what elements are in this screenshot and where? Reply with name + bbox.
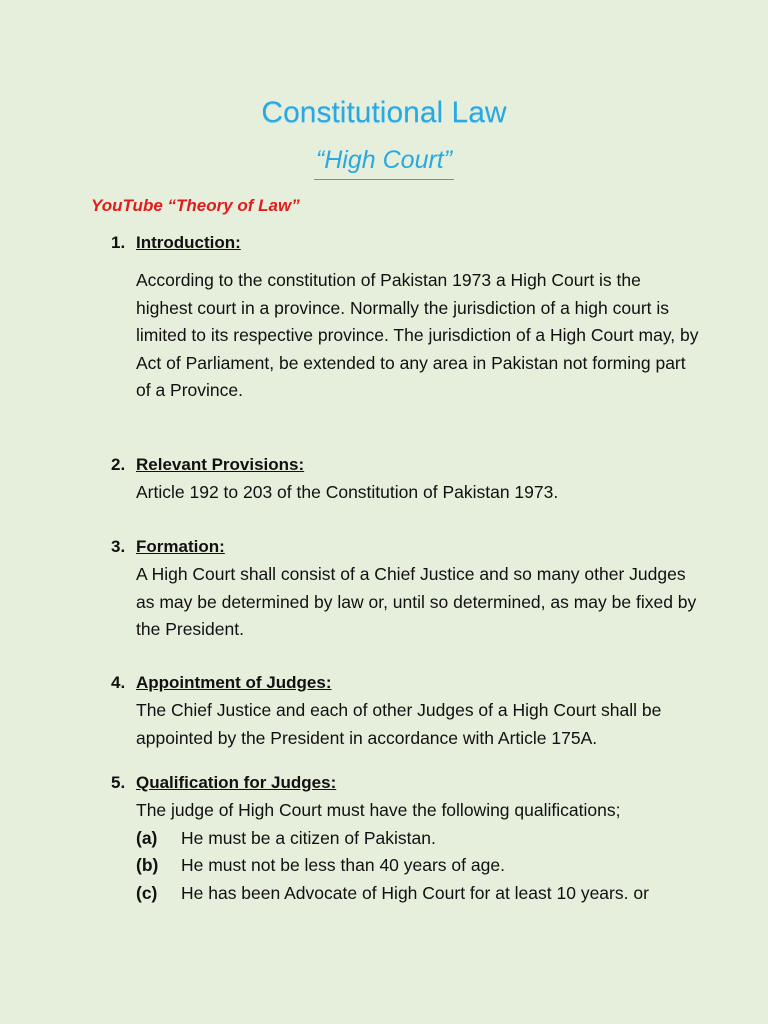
qualification-label: (a)	[136, 828, 158, 848]
subtitle-text: “High Court”	[314, 147, 454, 180]
section-paragraph: According to the constitution of Pakistan 1973 a High Court is the highest court in a province. Normally the jurisdiction of a high court is limited to its respective province. The jurisdiction of a High Court may, by Act of Parliament, be extended to any area in Pakistan not forming part of a Province.	[136, 270, 699, 400]
section-number: 2.	[111, 455, 126, 474]
document-title: Constitutional Law	[261, 96, 507, 129]
youtube-channel-label: YouTube “Theory of Law”	[91, 196, 300, 215]
section-number: 1.	[111, 233, 126, 252]
qualification-item-b	[136, 855, 505, 876]
section-heading: Introduction:	[136, 233, 241, 252]
qualification-item-c	[136, 883, 649, 904]
qualification-text: He has been Advocate of High Court for at least 10 years. or	[181, 883, 649, 903]
qualification-label: (b)	[136, 855, 159, 875]
section-heading: Qualification for Judges:	[136, 773, 337, 792]
section-paragraph: The Chief Justice and each of other Judges of a High Court shall be appointed by the President in accordance with Article 175A.	[136, 700, 662, 748]
qualification-text: He must be a citizen of Pakistan.	[181, 828, 436, 848]
section-number: 4.	[111, 673, 126, 692]
section-paragraph: A High Court shall consist of a Chief Justice and so many other Judges as may be determined by law or, until so determined, as may be fixed by the President.	[136, 564, 697, 639]
section-number: 5.	[111, 773, 126, 792]
qualification-label: (c)	[136, 883, 158, 903]
section-paragraph: The judge of High Court must have the following qualifications;	[136, 800, 621, 820]
section-number: 3.	[111, 537, 126, 556]
section-heading: Appointment of Judges:	[136, 673, 332, 692]
document-subtitle	[0, 146, 768, 180]
section-heading: Relevant Provisions:	[136, 455, 305, 474]
section-paragraph: Article 192 to 203 of the Constitution of Pakistan 1973.	[136, 482, 559, 502]
section-heading: Formation:	[136, 537, 225, 556]
qualification-item-a	[136, 828, 436, 849]
qualification-text: He must not be less than 40 years of age.	[181, 855, 505, 875]
